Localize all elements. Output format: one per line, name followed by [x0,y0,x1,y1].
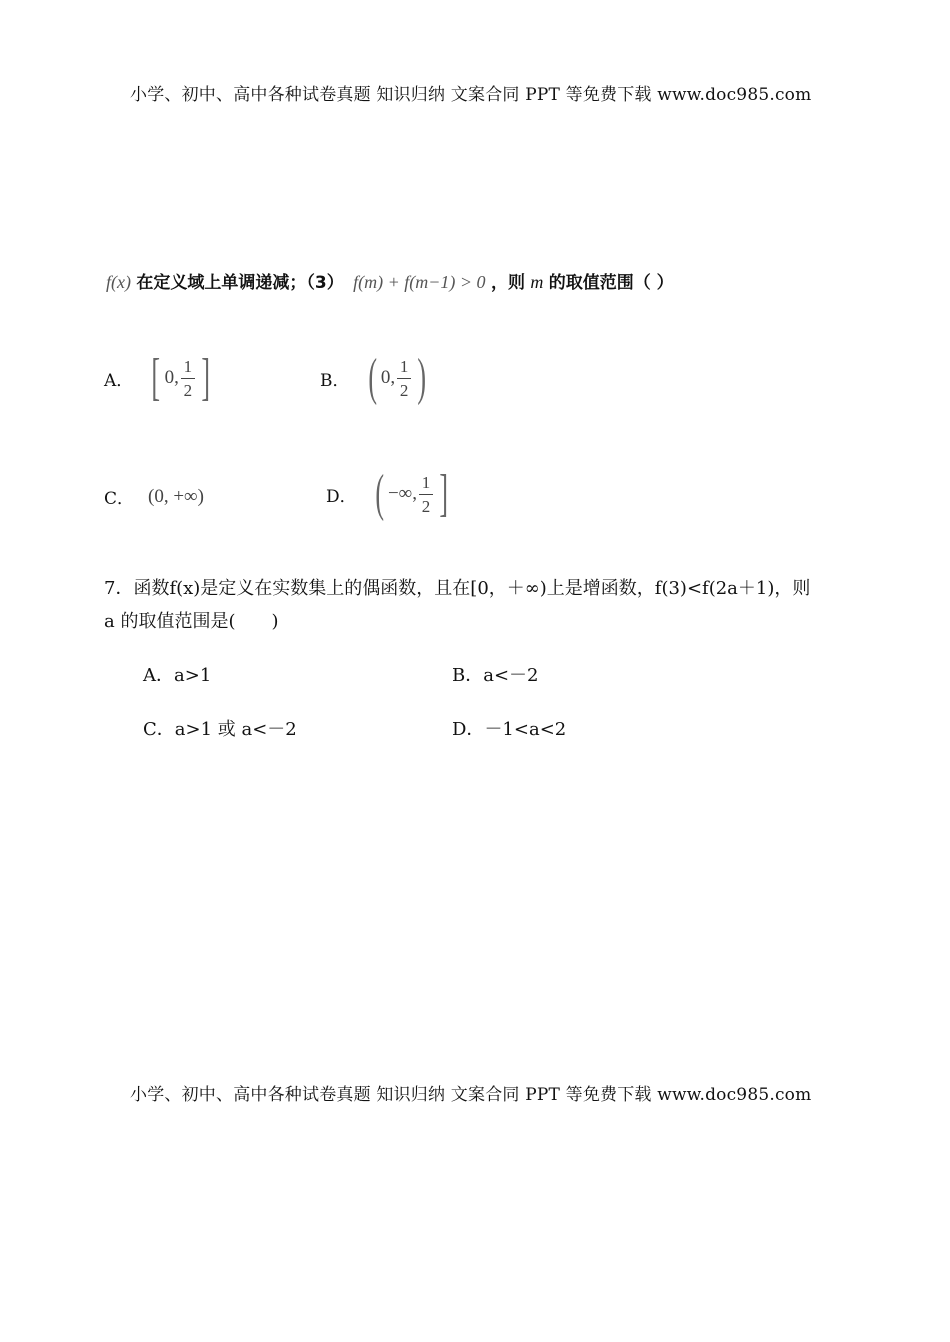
option-c-label: C． [143,719,175,740]
q7-option-a[interactable] [143,661,211,687]
right-paren: ) [417,349,427,406]
option-d-label: D． [326,486,357,507]
question-7-line-2: a 的取值范围是( ) [104,611,279,632]
denominator: 2 [399,380,409,400]
q6-text-1: 在定义域上单调递减；（3） [136,273,344,293]
q6-option-a[interactable] [104,349,214,406]
left-paren: ( [374,465,384,522]
q7-option-d[interactable] [452,715,566,741]
left-paren: ( [367,349,377,406]
question-7-line-1: 7．函数f(x)是定义在实数集上的偶函数，且在[0，＋∞)上是增函数，f(3)<f(2a＋1)，则 [104,578,811,599]
option-d-interval [371,465,453,522]
numerator: 1 [421,472,431,492]
q6-condition: f(m) + f(m−1) > 0 [353,272,486,292]
q7-option-c[interactable] [143,715,297,741]
q6-option-b[interactable] [320,349,430,406]
interval-start: 0, [380,367,396,388]
denominator: 2 [421,496,431,516]
fraction [397,358,411,399]
q7-option-b[interactable] [452,661,539,687]
right-bracket: ] [439,465,448,522]
question-6-stem [106,268,674,293]
numerator: 1 [399,356,409,376]
option-b-interval [364,349,431,406]
option-c-label: C． [104,489,135,509]
page-footer: 小学、初中、高中各种试卷真题 知识归纳 文案合同 PPT 等免费下载 www.doc985.com [130,1085,812,1105]
option-c-text: a>1 或 a<－2 [174,719,297,740]
option-b-text: a<－2 [483,665,539,686]
q6-var-m: m [530,272,544,292]
option-c-interval: (0, +∞) [148,485,204,507]
q6-option-d[interactable] [326,465,452,522]
page-header: 小学、初中、高中各种试卷真题 知识归纳 文案合同 PPT 等免费下载 www.doc985.com [130,85,812,105]
interval-start: −∞, [387,483,417,504]
option-b-label: B． [452,665,484,686]
option-b-label: B． [320,370,350,391]
left-bracket: [ [151,349,161,406]
right-bracket: ] [201,349,210,406]
option-a-label: A． [143,665,174,686]
fraction [419,474,433,515]
option-a-text: a>1 [174,665,212,686]
q6-option-c[interactable] [104,484,204,509]
fraction [181,358,195,399]
numerator: 1 [183,356,193,376]
q6-text-2: ，则 [490,273,525,293]
option-a-label: A． [104,370,134,391]
interval-start: 0, [164,367,179,388]
denominator: 2 [183,380,193,400]
function-fx: f(x) [106,272,131,292]
option-a-interval [147,349,214,406]
option-d-label: D． [452,719,485,740]
option-d-text: －1<a<2 [484,719,567,740]
q6-text-3: 的取值范围（ ） [548,273,674,293]
